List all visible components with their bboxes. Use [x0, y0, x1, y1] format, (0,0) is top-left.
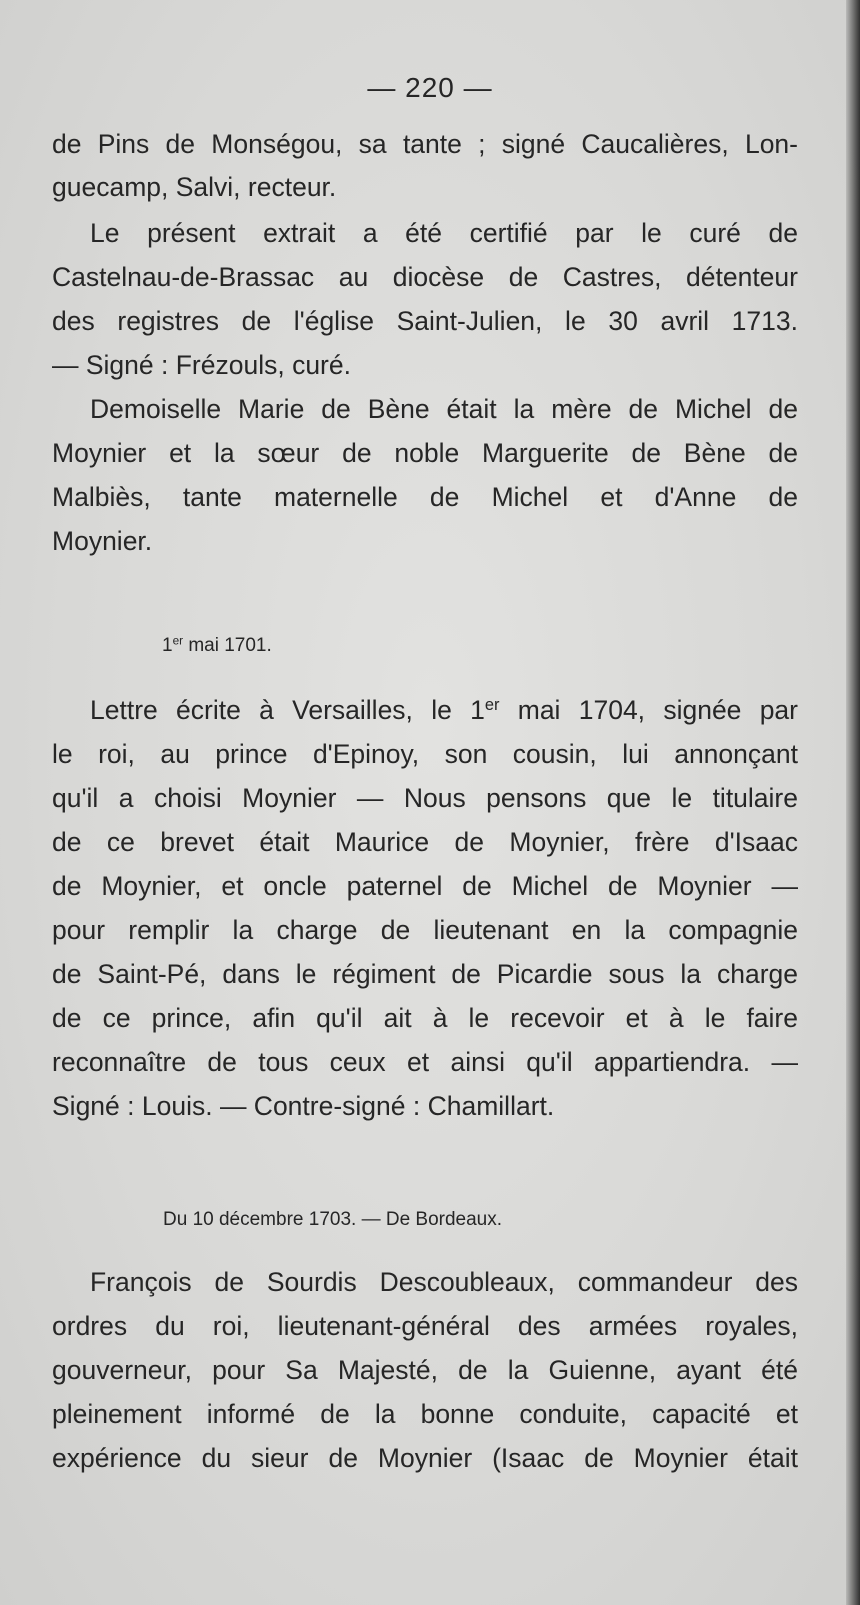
text-line: qu'il a choisi Moynier — Nous pensons que le titulaire — [52, 783, 798, 813]
text-line: Le présent extrait a été certifié par le curé de — [90, 218, 798, 248]
text-line: le roi, au prince d'Epinoy, son cousin, lui annonçant — [52, 739, 798, 769]
text-line: Lettre écrite à Versailles, le 1er mai 1704, signée par — [90, 695, 798, 725]
page-edge — [846, 0, 860, 1605]
text-line: Moynier et la sœur de noble Marguerite de Bène de — [52, 438, 798, 468]
text-line: pour remplir la charge de lieutenant en la compagnie — [52, 915, 798, 945]
text-line: de Pins de Monségou, sa tante ; signé Caucalières, Lon- — [52, 129, 798, 159]
text-line: de Saint-Pé, dans le régiment de Picardie sous la charge — [52, 959, 798, 989]
text-line: ordres du roi, lieutenant-général des armées royales, — [52, 1311, 798, 1341]
date-heading: Du 10 décembre 1703. — De Bordeaux. — [163, 1209, 503, 1230]
text-line: Castelnau-de-Brassac au diocèse de Castres, détenteur — [52, 262, 798, 292]
text-line: expérience du sieur de Moynier (Isaac de Moynier était — [52, 1443, 798, 1473]
text-line: Signé : Louis. — Contre-signé : Chamillart. — [52, 1091, 555, 1121]
text-line: François de Sourdis Descoubleaux, commandeur des — [90, 1267, 798, 1297]
page-number: — 220 — — [367, 72, 493, 103]
text-line: reconnaître de tous ceux et ainsi qu'il appartiendra. — — [52, 1047, 798, 1077]
date-heading: 1er mai 1701. — [162, 634, 272, 656]
text-line: guecamp, Salvi, recteur. — [52, 172, 337, 202]
text-line: Malbiès, tante maternelle de Michel et d'Anne de — [52, 482, 798, 512]
text-line: Demoiselle Marie de Bène était la mère de Michel de — [90, 394, 798, 424]
text-line: Moynier. — [52, 526, 153, 556]
text-line: pleinement informé de la bonne conduite, capacité et — [52, 1399, 798, 1429]
text-line: de Moynier, et oncle paternel de Michel de Moynier — — [52, 871, 798, 901]
text-line: de ce prince, afin qu'il ait à le recevoir et à le faire — [52, 1003, 798, 1033]
text-line: des registres de l'église Saint-Julien, le 30 avril 1713. — [52, 306, 798, 336]
text-line: de ce brevet était Maurice de Moynier, frère d'Isaac — [52, 827, 798, 857]
text-line: — Signé : Frézouls, curé. — [52, 350, 351, 380]
text-line: gouverneur, pour Sa Majesté, de la Guienne, ayant été — [52, 1355, 798, 1385]
